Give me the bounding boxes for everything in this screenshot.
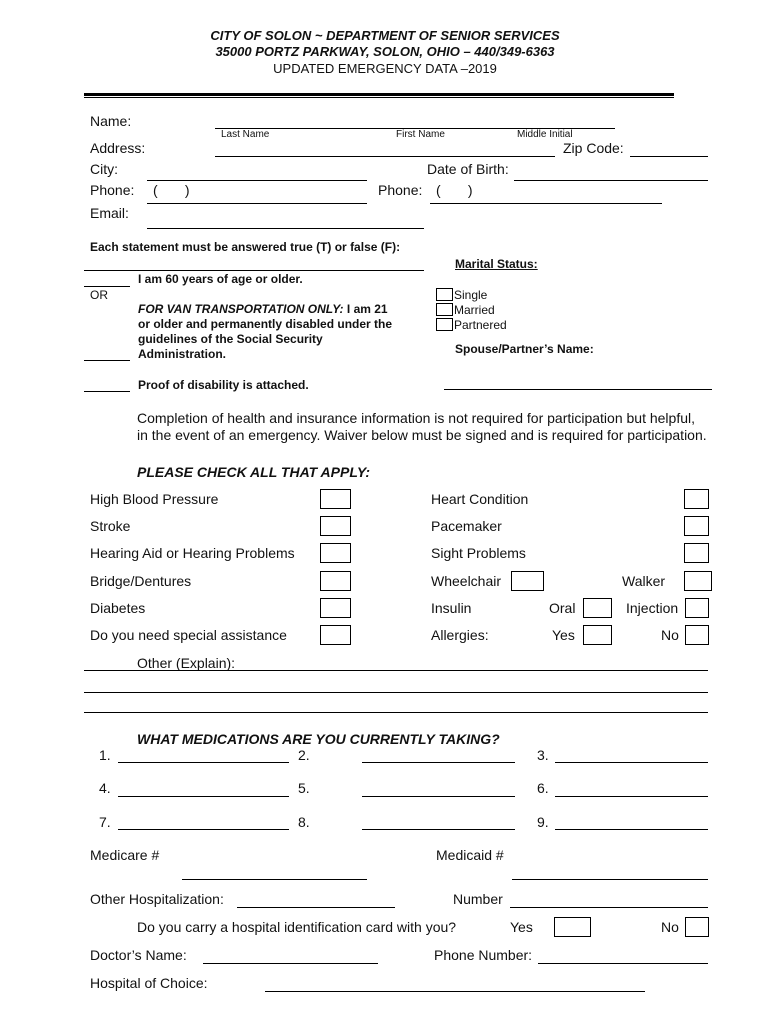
- van-line-1: [138, 302, 388, 316]
- other-hospitalization-field[interactable]: [237, 907, 395, 908]
- bridge-checkbox[interactable]: [320, 571, 351, 591]
- marital-status-title: Marital Status:: [455, 257, 538, 271]
- number-label: Number: [453, 891, 503, 907]
- age-answer-field[interactable]: [84, 286, 130, 287]
- med-number-2: 2.: [298, 747, 310, 763]
- oral-checkbox[interactable]: [583, 598, 612, 618]
- medicaid-field[interactable]: [512, 879, 708, 880]
- allergies-yes-label: Yes: [552, 627, 575, 643]
- wheelchair-label: Wheelchair: [431, 573, 502, 589]
- stroke-checkbox[interactable]: [320, 516, 351, 536]
- high-blood-pressure-checkbox[interactable]: [320, 489, 351, 509]
- statement-top-line: [84, 270, 424, 271]
- med-field-9[interactable]: [555, 829, 708, 830]
- phone-label: Phone:: [90, 182, 135, 198]
- phone-field[interactable]: [147, 203, 367, 204]
- bridge-label: Bridge/Dentures: [90, 573, 192, 589]
- partnered-checkbox[interactable]: [436, 318, 453, 331]
- married-checkbox[interactable]: [436, 303, 453, 316]
- med-field-7[interactable]: [118, 829, 289, 830]
- name-label: Name:: [90, 113, 132, 129]
- number-field[interactable]: [510, 907, 708, 908]
- other-explain-label: Other (Explain):: [137, 655, 236, 671]
- med-number-8: 8.: [298, 814, 310, 830]
- allergies-no-label: No: [661, 627, 679, 643]
- spouse-name-field[interactable]: [444, 389, 712, 390]
- other-explain-line-3[interactable]: [84, 712, 708, 713]
- med-field-2[interactable]: [362, 762, 515, 763]
- hearing-checkbox[interactable]: [320, 543, 351, 563]
- pacemaker-checkbox[interactable]: [684, 516, 709, 536]
- proof-statement: Proof of disability is attached.: [138, 378, 309, 392]
- special-assistance-checkbox[interactable]: [320, 625, 351, 645]
- van-answer-field[interactable]: [84, 360, 130, 361]
- first-name-caption: First Name: [396, 129, 445, 140]
- single-checkbox[interactable]: [436, 288, 453, 301]
- id-card-question: Do you carry a hospital identification card with you?: [137, 919, 457, 935]
- partnered-label: Partnered: [454, 318, 507, 332]
- age-statement: I am 60 years of age or older.: [138, 272, 303, 286]
- med-number-1: 1.: [99, 747, 111, 763]
- high-blood-pressure-label: High Blood Pressure: [90, 491, 219, 507]
- statement-instruction: Each statement must be answered true (T) or false (F):: [90, 240, 401, 254]
- address-field[interactable]: [215, 156, 555, 157]
- diabetes-label: Diabetes: [90, 600, 146, 616]
- disclaimer-line-2: in the event of an emergency. Waiver below must be signed and is required for participation.: [137, 427, 707, 443]
- email-label: Email:: [90, 205, 129, 221]
- van-italic-heading: FOR VAN TRANSPORTATION ONLY:: [138, 302, 344, 316]
- med-field-4[interactable]: [118, 796, 289, 797]
- med-number-9: 9.: [537, 814, 549, 830]
- insulin-label: Insulin: [431, 600, 472, 616]
- med-number-6: 6.: [537, 780, 549, 796]
- middle-initial-caption: Middle Initial: [517, 129, 573, 140]
- address-label: Address:: [90, 140, 146, 156]
- van-line-1-text: I am 21: [343, 302, 388, 316]
- medicare-label: Medicare #: [90, 847, 160, 863]
- hospital-choice-field[interactable]: [265, 991, 645, 992]
- diabetes-checkbox[interactable]: [320, 598, 351, 618]
- doctor-name-label: Doctor’s Name:: [90, 947, 187, 963]
- conditions-title: PLEASE CHECK ALL THAT APPLY:: [137, 464, 371, 480]
- med-number-4: 4.: [99, 780, 111, 796]
- medicaid-label: Medicaid #: [436, 847, 504, 863]
- header-line-2: 35000 PORTZ PARKWAY, SOLON, OHIO – 440/349-6363: [215, 44, 555, 59]
- id-card-no-checkbox[interactable]: [685, 917, 709, 937]
- other-explain-line-2[interactable]: [84, 692, 708, 693]
- oral-label: Oral: [549, 600, 576, 616]
- med-field-3[interactable]: [555, 762, 708, 763]
- or-label: OR: [90, 288, 108, 302]
- id-card-yes-checkbox[interactable]: [554, 917, 591, 937]
- spouse-label: Spouse/Partner’s Name:: [455, 342, 594, 356]
- med-number-3: 3.: [537, 747, 549, 763]
- allergies-no-checkbox[interactable]: [685, 625, 709, 645]
- single-label: Single: [454, 288, 488, 302]
- sight-label: Sight Problems: [431, 545, 526, 561]
- van-line-4: Administration.: [138, 347, 227, 361]
- special-assistance-label: Do you need special assistance: [90, 627, 287, 643]
- heart-condition-checkbox[interactable]: [684, 489, 709, 509]
- last-name-caption: Last Name: [221, 129, 270, 140]
- med-field-6[interactable]: [555, 796, 708, 797]
- disclaimer-line-1: Completion of health and insurance information is not required for participation but helpful,: [137, 410, 695, 426]
- medications-title: WHAT MEDICATIONS ARE YOU CURRENTLY TAKING?: [137, 731, 500, 747]
- med-field-1[interactable]: [118, 762, 289, 763]
- doctor-phone-field[interactable]: [538, 963, 708, 964]
- med-field-5[interactable]: [362, 796, 515, 797]
- doctor-name-field[interactable]: [203, 963, 378, 964]
- zip-label: Zip Code:: [563, 140, 624, 156]
- stroke-label: Stroke: [90, 518, 131, 534]
- med-number-7: 7.: [99, 814, 111, 830]
- van-line-3: guidelines of the Social Security: [138, 332, 323, 346]
- sight-checkbox[interactable]: [684, 543, 709, 563]
- header-line-1: CITY OF SOLON ~ DEPARTMENT OF SENIOR SERVICES: [210, 28, 560, 43]
- phone2-area-paren: ( ): [436, 182, 473, 198]
- id-card-no-label: No: [661, 919, 679, 935]
- married-label: Married: [454, 303, 495, 317]
- hearing-label: Hearing Aid or Hearing Problems: [90, 545, 295, 561]
- zip-field[interactable]: [630, 156, 708, 157]
- doctor-phone-label: Phone Number:: [434, 947, 533, 963]
- walker-checkbox[interactable]: [684, 571, 712, 591]
- allergies-label: Allergies:: [431, 627, 489, 643]
- dob-label: Date of Birth:: [427, 161, 509, 177]
- phone2-field[interactable]: [430, 203, 662, 204]
- proof-answer-field[interactable]: [84, 391, 130, 392]
- medicare-field[interactable]: [182, 879, 367, 880]
- injection-label: Injection: [626, 600, 679, 616]
- other-hospitalization-label: Other Hospitalization:: [90, 891, 224, 907]
- id-card-yes-label: Yes: [510, 919, 533, 935]
- header-divider: [84, 93, 674, 98]
- pacemaker-label: Pacemaker: [431, 518, 502, 534]
- city-label: City:: [90, 161, 118, 177]
- hospital-choice-label: Hospital of Choice:: [90, 975, 208, 991]
- heart-condition-label: Heart Condition: [431, 491, 529, 507]
- med-number-5: 5.: [298, 780, 310, 796]
- other-explain-line-1[interactable]: [84, 670, 708, 671]
- dob-field[interactable]: [514, 180, 708, 181]
- phone-area-paren: ( ): [153, 182, 190, 198]
- wheelchair-checkbox[interactable]: [511, 571, 544, 591]
- injection-checkbox[interactable]: [685, 598, 709, 618]
- allergies-yes-checkbox[interactable]: [583, 625, 612, 645]
- email-field[interactable]: [147, 228, 424, 229]
- med-field-8[interactable]: [362, 829, 515, 830]
- van-line-2: or older and permanently disabled under the: [138, 317, 393, 331]
- city-field[interactable]: [147, 180, 367, 181]
- header-line-3: UPDATED EMERGENCY DATA –2019: [273, 61, 497, 76]
- phone2-label: Phone:: [378, 182, 423, 198]
- walker-label: Walker: [622, 573, 666, 589]
